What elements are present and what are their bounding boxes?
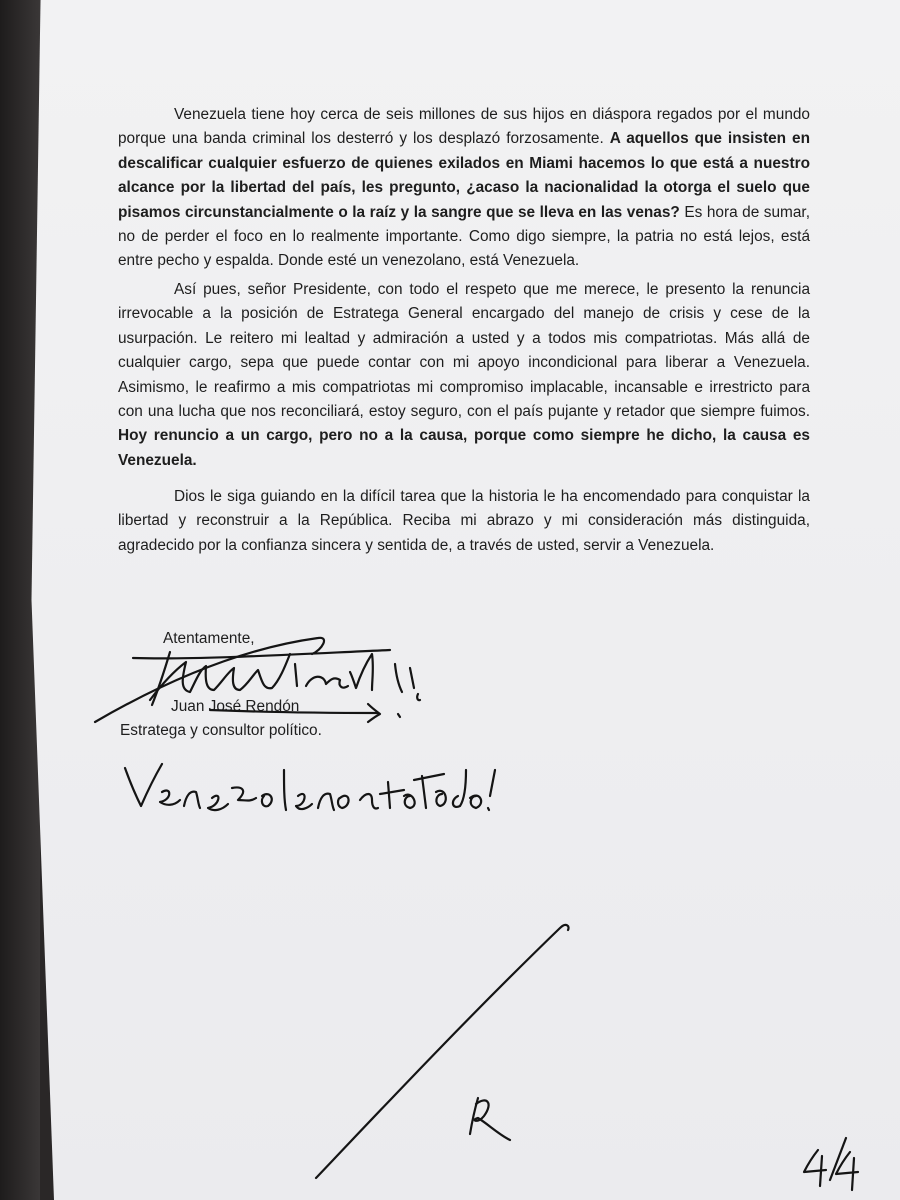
paragraph-resignation-body: Así pues, señor Presidente, con todo el respeto que me merece, le presento la renuncia irrevocable a la posición de Estratega General encargado del manejo de crisis y cese de la usurpación. Le reitero mi lealtad y admiración a usted y a todos mis compatriotas. Más allá de cualquier cargo, sepa que puede contar con mi apoyo incondicional para liberar a Venezuela. Asimismo, le reafirmo a mis compatriotas mi compromiso implacable, incansable e irrestricto para con una lucha que nos reconciliará, estoy seguro, con el país pujante y retador que siempre fuimos. — [118, 281, 810, 421]
paragraph-resignation — [118, 278, 810, 473]
signer-name: Juan José Rendón — [171, 698, 300, 715]
closing-salutation: Atentamente, — [163, 630, 255, 647]
paragraph-diaspora-intro: Venezuela tiene hoy cerca de seis millones de sus hijos en diáspora regados por el mundo porque una banda criminal los desterró y los desplazó forzosamente. — [118, 106, 810, 148]
paragraph-diaspora-closing: Es hora de sumar, no de perder el foco en lo realmente importante. Como digo siempre, la patria no está lejos, está entre pecho y espalda. Donde esté un venezolano, está Venezuela. — [118, 203, 810, 270]
paragraph-farewell: Dios le siga guiando en la difícil tarea que la historia le ha encomendado para conquistar la libertad y reconstruir a la República. Reciba mi abrazo y mi consideración más distinguida, agradecido por la confianza sincera y sentida de, a través de usted, servir a Venezuela. — [118, 488, 810, 554]
paragraph-diaspora — [118, 103, 810, 274]
paragraph-diaspora-question: A aquellos que insisten en descalificar cualquier esfuerzo de quienes exilados en Miami hacemos lo que está a nuestro alcance por la libertad del país, les pregunto, ¿acaso la nacionalidad la otorga el suelo que pisamos circunstancialmente o la raíz y la sangre que se lleva en las venas? — [118, 130, 810, 221]
signer-title: Estratega y consultor político. — [120, 722, 322, 739]
paragraph-resignation-statement: Hoy renuncio a un cargo, pero no a la causa, porque como siempre he dicho, la causa es Venezuela. — [118, 427, 810, 469]
